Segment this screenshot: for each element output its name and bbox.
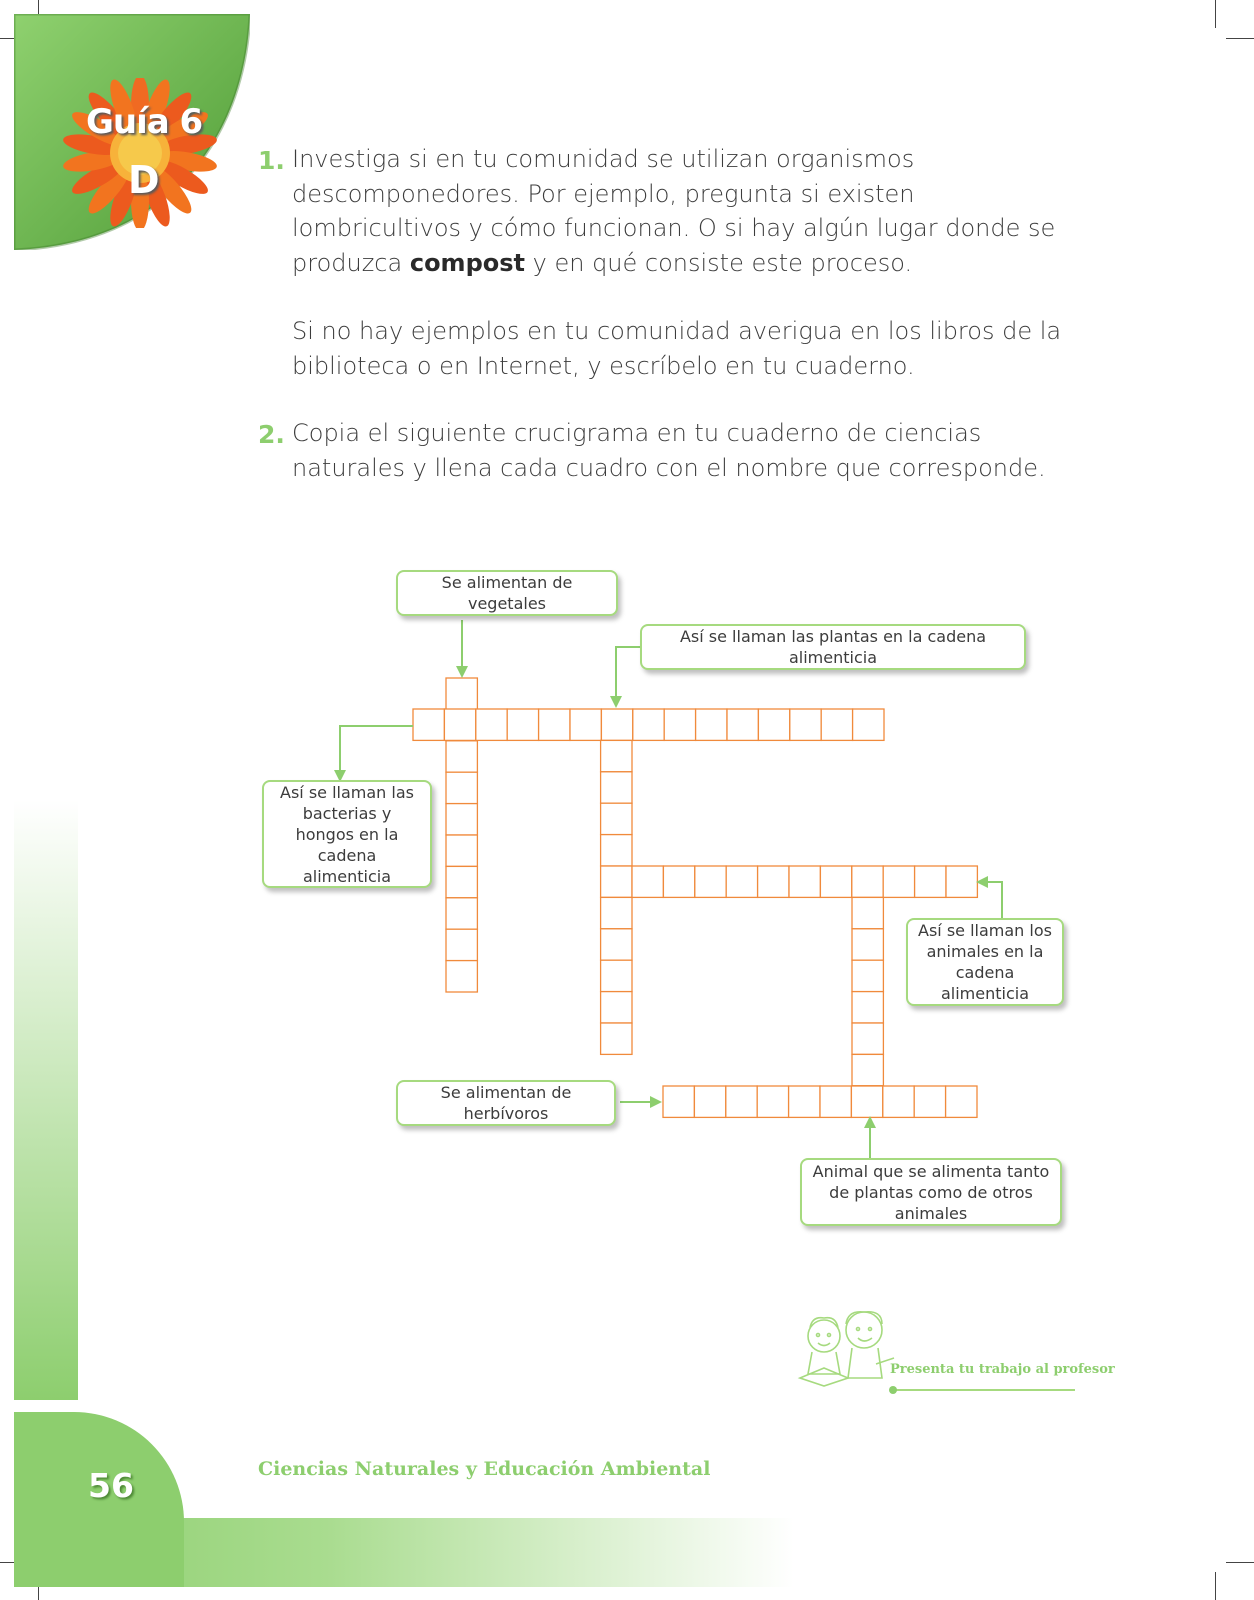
crossword-cell — [570, 709, 601, 740]
crossword-cell — [758, 709, 789, 740]
crossword-cell — [601, 929, 632, 960]
crossword-cell — [601, 772, 632, 803]
crossword-cell — [601, 803, 632, 834]
crossword-cell — [852, 1023, 883, 1054]
crossword-cell — [601, 740, 632, 771]
crossword-cell — [852, 866, 883, 897]
crossword-cell — [476, 709, 507, 740]
crossword-cell — [695, 866, 726, 897]
clue-producers: Así se llaman las plantas en la cadena alimenticia — [640, 624, 1026, 670]
crossword-cell — [852, 960, 883, 991]
crossword-cell — [601, 992, 632, 1023]
crossword-cell — [883, 866, 914, 897]
crossword-cell — [915, 866, 946, 897]
crossword-cell — [446, 961, 477, 992]
crossword-cell — [601, 960, 632, 991]
crossword-cell — [446, 898, 477, 929]
crossword-cell — [914, 1086, 945, 1117]
crossword-cell — [446, 804, 477, 835]
keyword-compost: compost — [409, 248, 525, 277]
crossword-cell — [539, 709, 570, 740]
book-title: Ciencias Naturales y Educación Ambiental — [258, 1458, 711, 1480]
crossword-cell — [946, 866, 977, 897]
item-2-paragraph: Copia el siguiente crucigrama en tu cuaderno de ciencias naturales y llena cada cuadro con el nombre que corresponde. — [292, 419, 1046, 482]
clue-omnivore: Animal que se alimenta tanto de plantas como de otros animales — [800, 1158, 1062, 1226]
crossword-cell — [790, 709, 821, 740]
crossword-cell — [632, 866, 663, 897]
crossword-cell — [726, 1086, 757, 1117]
crossword-cell — [413, 709, 444, 740]
crossword-cell — [757, 1086, 788, 1117]
crossword-cell — [507, 709, 538, 740]
clue-consumers: Así se llaman los animales en la cadena alimenticia — [906, 918, 1064, 1006]
guide-letter: D — [128, 158, 160, 202]
present-note-dot — [889, 1386, 897, 1394]
crossword-cell — [820, 866, 851, 897]
crossword-cell — [664, 709, 695, 740]
crossword-cell — [696, 709, 727, 740]
crossword-cell — [758, 866, 789, 897]
clue-herbivores: Se alimentan de vegetales — [396, 570, 618, 616]
crossword-cell — [444, 709, 475, 740]
crossword-cell — [851, 1086, 882, 1117]
crossword-cell — [446, 929, 477, 960]
crossword-cell — [726, 866, 757, 897]
crossword-cell — [853, 709, 884, 740]
crossword-cell — [601, 866, 632, 897]
item-1-paragraph-1: Investiga si en tu comunidad se utilizan organismos descomponedores. Por ejemplo, pregunta si existen lombricultivos y cómo funcionan. O si hay algún lugar donde se produzca compost y en qué consiste este proceso. — [292, 145, 1056, 277]
crossword-cell — [601, 897, 632, 928]
crossword-cell — [446, 866, 477, 897]
crossword-cell — [601, 835, 632, 866]
page-number: 56 — [88, 1466, 134, 1505]
clue-decomposers: Así se llaman las bacterias y hongos en la cadena alimenticia — [262, 780, 432, 888]
crossword-cell — [663, 866, 694, 897]
clue-carnivores: Se alimentan de herbívoros — [396, 1080, 616, 1126]
crossword-cell — [852, 992, 883, 1023]
present-note: Presenta tu trabajo al profesor — [890, 1362, 1115, 1377]
crossword-cell — [446, 741, 477, 772]
guide-title: Guía 6 — [86, 102, 203, 142]
crossword-cell — [694, 1086, 725, 1117]
crossword-cell — [789, 866, 820, 897]
crossword-cell — [601, 709, 632, 740]
crossword-cell — [446, 678, 477, 709]
crossword-cell — [446, 772, 477, 803]
kids-reading-icon — [790, 1308, 900, 1390]
crossword-cell — [852, 897, 883, 928]
item-number: 2. — [258, 420, 285, 449]
crossword-cell — [446, 835, 477, 866]
crossword-cell — [663, 1086, 694, 1117]
item-number: 1. — [258, 146, 285, 175]
crossword-cell — [883, 1086, 914, 1117]
crossword-cell — [820, 1086, 851, 1117]
crossword-cell — [601, 1023, 632, 1054]
crossword-cell — [946, 1086, 977, 1117]
crossword-cell — [633, 709, 664, 740]
item-1-paragraph-2: Si no hay ejemplos en tu comunidad averigua en los libros de la biblioteca o en Internet, y escríbelo en tu cuaderno. — [292, 317, 1062, 380]
crossword-cell — [852, 929, 883, 960]
crossword-cell — [852, 1054, 883, 1085]
present-note-underline — [893, 1389, 1075, 1391]
crossword-cell — [727, 709, 758, 740]
crossword-cell — [789, 1086, 820, 1117]
crossword-cell — [821, 709, 852, 740]
